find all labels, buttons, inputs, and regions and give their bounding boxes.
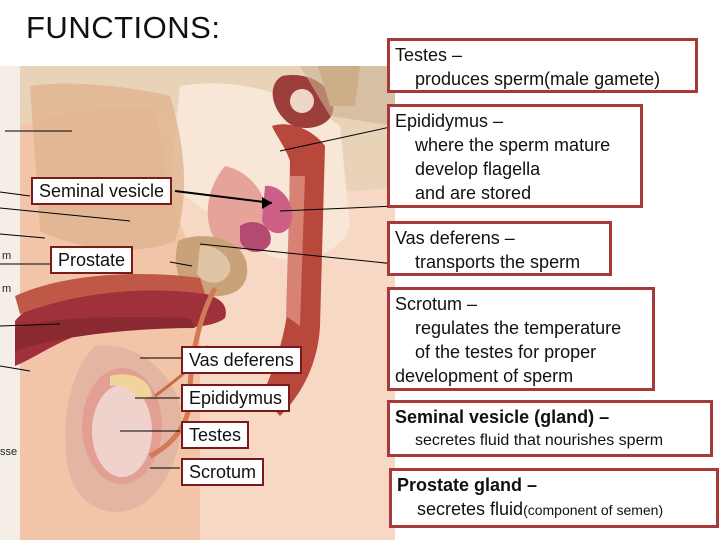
scrotum-function-text-tail: development of sperm <box>395 366 574 386</box>
edge-fragment-2: m <box>2 283 12 295</box>
testes-function-heading: Testes – <box>395 45 463 65</box>
seminal-vesicle-function-text: secretes fluid that nourishes sperm <box>415 432 664 449</box>
vas-deferens-function-heading: Vas deferens – <box>395 228 515 248</box>
seminal-vesicle-function-box <box>387 400 713 457</box>
label-vas-deferens: Vas deferens <box>181 346 302 374</box>
testes-function-text: produces sperm(male gamete) <box>415 69 661 89</box>
label-epididymus: Epididymus <box>181 384 290 412</box>
edge-fragment-1: m <box>2 250 12 262</box>
edge-fragment-3: sse <box>0 446 18 458</box>
vas-deferens-function-text: transports the sperm <box>415 252 581 272</box>
label-prostate: Prostate <box>50 246 133 274</box>
epididymus-function-text: where the sperm mature develop flagella and are stored <box>415 135 611 203</box>
vas-deferens-function-box <box>387 221 612 276</box>
prostate-function-note: (component of semen) <box>523 502 664 518</box>
epididymus-function-heading: Epididymus – <box>395 111 504 131</box>
scrotum-function-heading: Scrotum – <box>395 294 478 314</box>
seminal-vesicle-function-heading: Seminal vesicle (gland) – <box>395 407 610 427</box>
label-seminal-vesicle: Seminal vesicle <box>31 177 172 205</box>
prostate-function-text: secretes fluid <box>417 499 524 519</box>
prostate-function-heading: Prostate gland – <box>397 475 538 495</box>
scrotum-function-text: regulates the temperature of the testes for proper <box>415 318 622 362</box>
prostate-function-box <box>389 468 719 528</box>
page-title: FUNCTIONS: <box>26 10 221 45</box>
scrotum-function-box <box>387 287 655 391</box>
testes-function-box <box>387 38 698 93</box>
label-scrotum: Scrotum <box>181 458 264 486</box>
label-testes: Testes <box>181 421 249 449</box>
epididymus-function-box <box>387 104 643 208</box>
